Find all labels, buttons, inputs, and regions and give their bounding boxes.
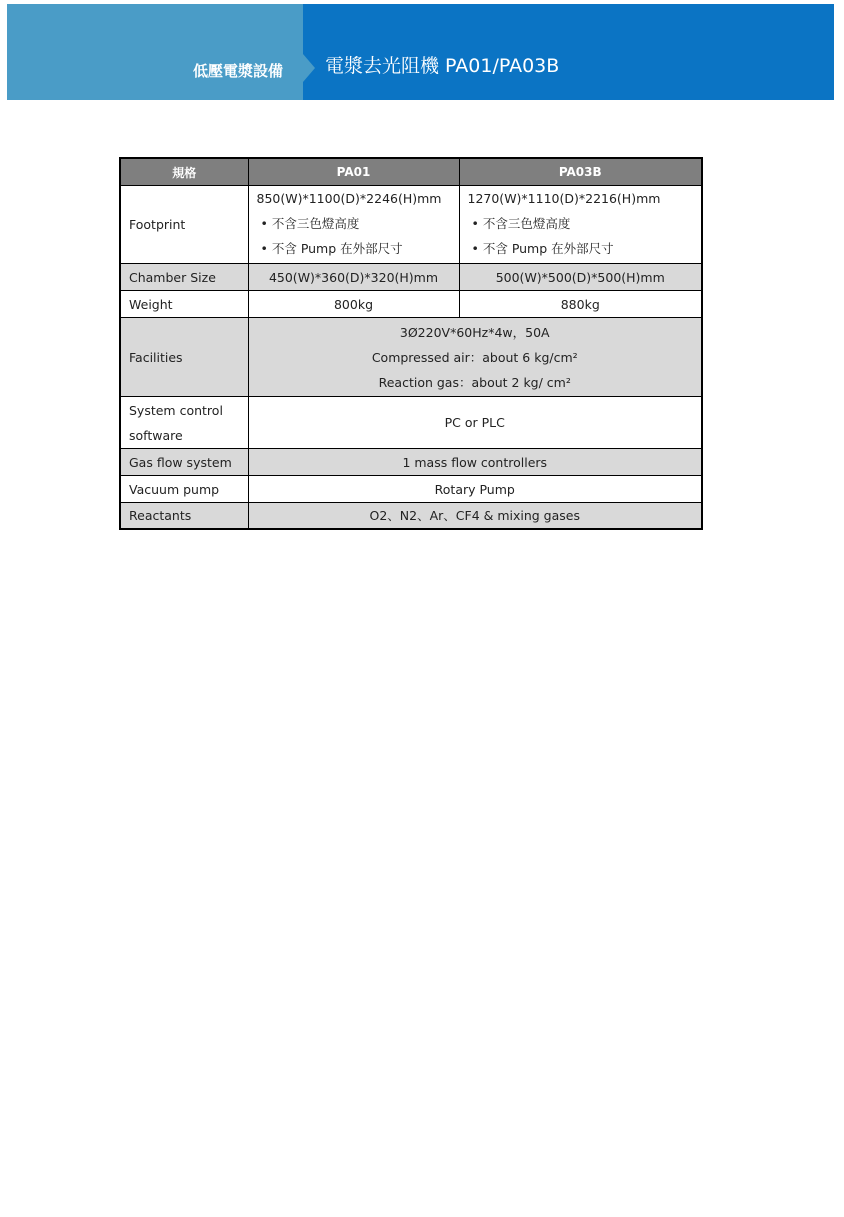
row-vacuum-pump (120, 476, 702, 503)
header-spec: 規格 (120, 158, 248, 186)
header-category-panel (7, 4, 303, 100)
control-label-line1: System control (129, 402, 223, 418)
chamber-pa03b: 500(W)*500(D)*500(H)mm (459, 264, 702, 291)
weight-pa01: 800kg (248, 291, 459, 318)
footprint-pa01-size: 850(W)*1100(D)*2246(H)mm (256, 191, 442, 206)
footprint-pa01 (248, 186, 459, 264)
row-facilities (120, 318, 702, 397)
facilities-line-power: 3Ø220V*60Hz*4w，50A (399, 324, 550, 340)
row-gas-flow (120, 449, 702, 476)
footprint-label: Footprint (120, 186, 248, 264)
chevron-right-icon (303, 54, 315, 82)
header-pa01: PA01 (248, 158, 459, 186)
footprint-pa03b-note1: • 不含三色燈高度 (471, 216, 571, 231)
footprint-pa03b-size: 1270(W)*1110(D)*2216(H)mm (467, 191, 661, 206)
page-title: 電漿去光阻機 PA01/PA03B (325, 55, 560, 77)
row-footprint (120, 186, 702, 264)
table-header-row (120, 158, 702, 186)
spec-table (119, 157, 703, 530)
reactants-label: Reactants (120, 503, 248, 529)
control-value: PC or PLC (248, 397, 702, 449)
weight-label: Weight (120, 291, 248, 318)
row-reactants (120, 503, 702, 529)
facilities-value (248, 318, 702, 397)
weight-pa03b: 880kg (459, 291, 702, 318)
chamber-label: Chamber Size (120, 264, 248, 291)
facilities-line-air: Compressed air：about 6 kg/cm² (371, 349, 578, 365)
facilities-line-gas: Reaction gas：about 2 kg/ cm² (378, 374, 571, 390)
header-title-panel (303, 4, 834, 100)
row-control-software (120, 397, 702, 449)
footprint-pa03b (459, 186, 702, 264)
footprint-pa01-note1: • 不含三色燈高度 (260, 216, 360, 231)
row-weight (120, 291, 702, 318)
reactants-value: O2、N2、Ar、CF4 & mixing gases (248, 503, 702, 529)
facilities-label: Facilities (120, 318, 248, 397)
header-category: 低壓電漿設備 (192, 62, 283, 80)
vacuum-label: Vacuum pump (120, 476, 248, 503)
chamber-pa01: 450(W)*360(D)*320(H)mm (248, 264, 459, 291)
row-chamber-size (120, 264, 702, 291)
vacuum-value: Rotary Pump (248, 476, 702, 503)
header-pa03b: PA03B (459, 158, 702, 186)
control-label-line2: software (129, 427, 183, 443)
control-label (120, 397, 248, 449)
header-banner (7, 4, 834, 100)
footprint-pa01-note2: • 不含 Pump 在外部尺寸 (260, 241, 403, 256)
gasflow-value: 1 mass flow controllers (248, 449, 702, 476)
gasflow-label: Gas flow system (120, 449, 248, 476)
footprint-pa03b-note2: • 不含 Pump 在外部尺寸 (471, 241, 614, 256)
